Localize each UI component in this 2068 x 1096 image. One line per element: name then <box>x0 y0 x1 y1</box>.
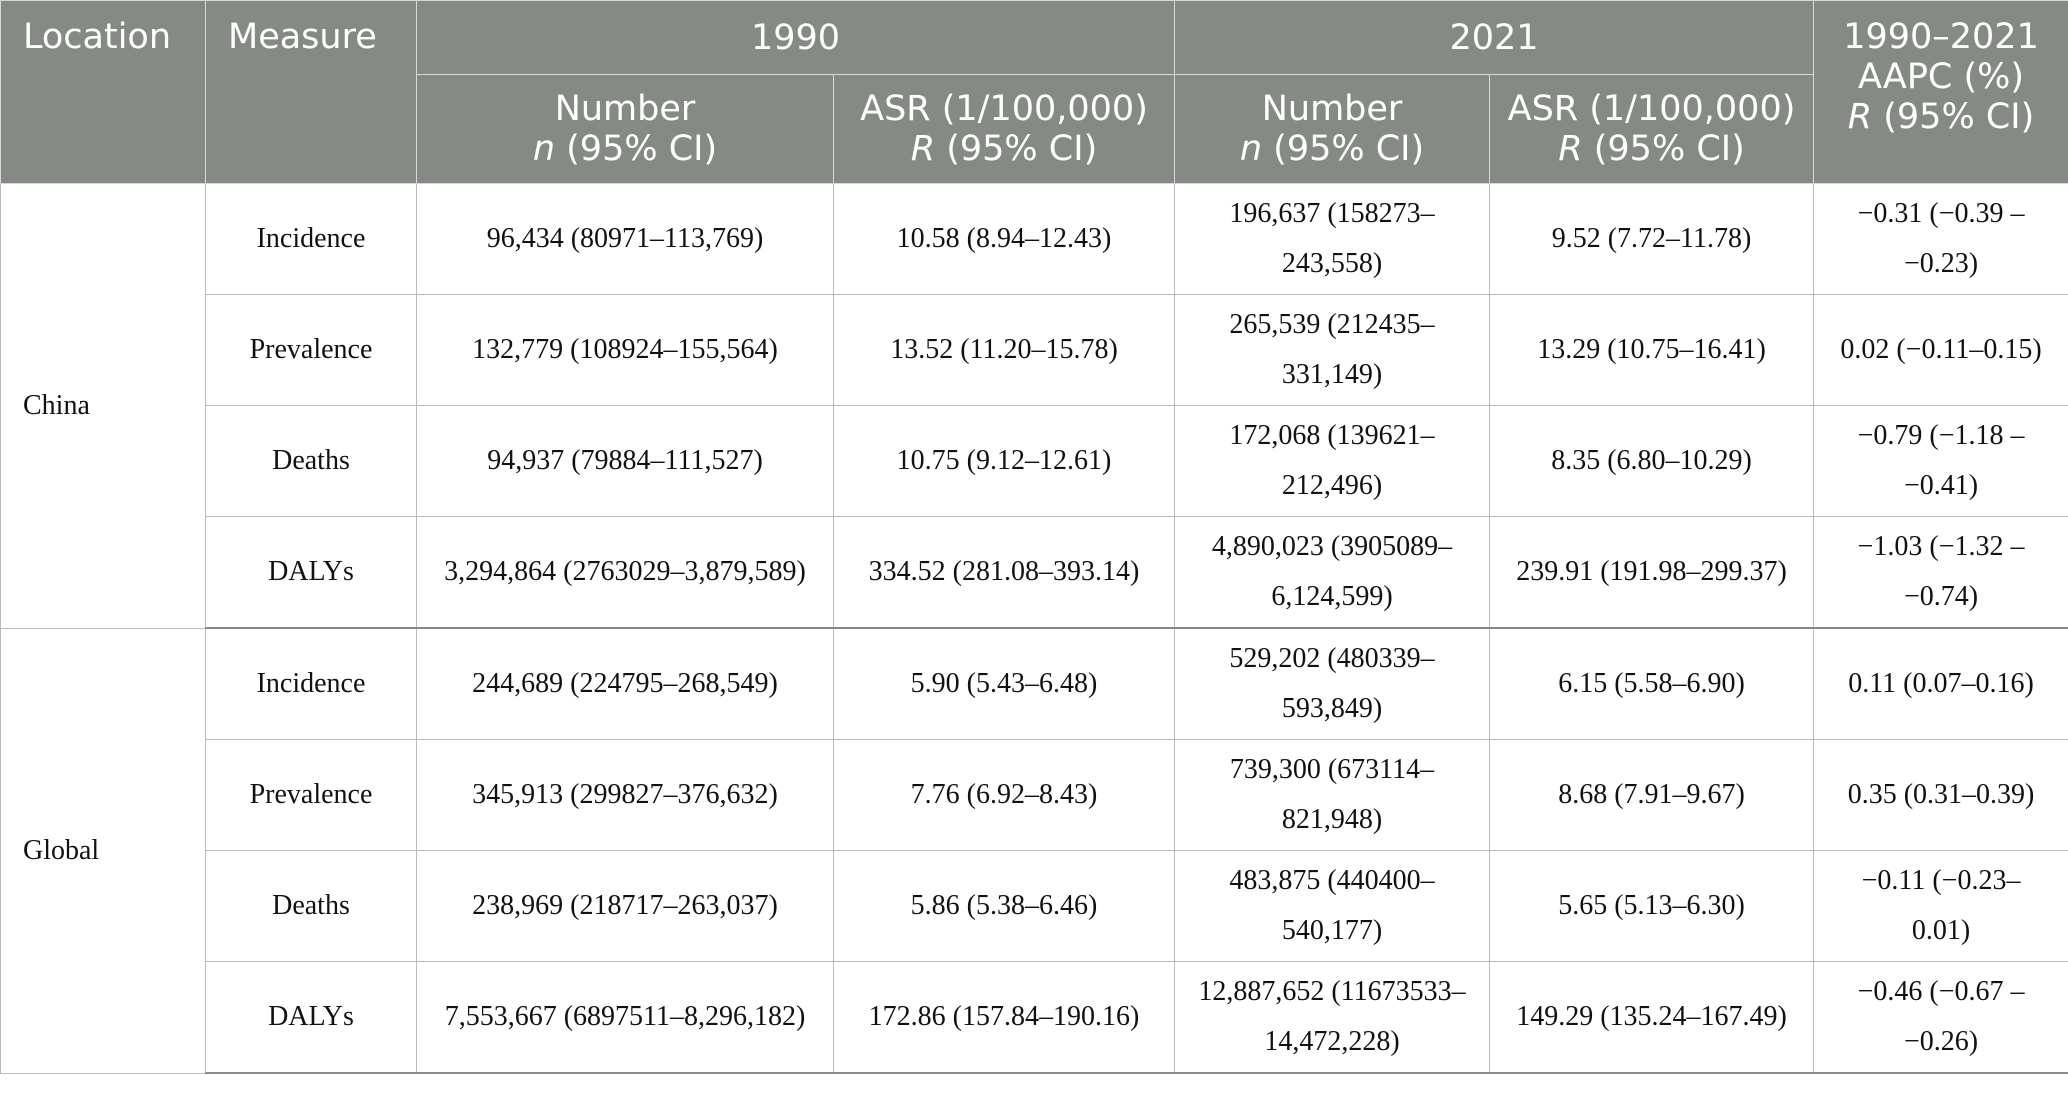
asr-1990-cell: 13.52 (11.20–15.78) <box>834 295 1175 406</box>
number-2021-cell <box>1175 628 1490 740</box>
measure-cell: DALYs <box>206 517 417 629</box>
number-1990-cell: 238,969 (218717–263,037) <box>417 851 834 962</box>
number-2021-cell <box>1175 184 1490 295</box>
number-2021-line: 212,496) <box>1281 470 1383 501</box>
header-asr-r: R <box>910 129 936 169</box>
number-1990-cell: 96,434 (80971–113,769) <box>417 184 834 295</box>
header-year-1990: 1990 <box>417 1 1175 75</box>
number-2021-cell <box>1175 851 1490 962</box>
header-number-ci: (95% CI) <box>555 129 718 169</box>
number-1990-cell: 244,689 (224795–268,549) <box>417 628 834 740</box>
header-measure: Measure <box>206 1 417 184</box>
table-row <box>1 851 2068 962</box>
aapc-line: −0.26) <box>1903 1026 1979 1057</box>
number-1990-cell: 94,937 (79884–111,527) <box>417 406 834 517</box>
aapc-cell: 0.02 (−0.11–0.15) <box>1814 295 2068 406</box>
table-row <box>1 517 2068 629</box>
measure-cell: Prevalence <box>206 740 417 851</box>
asr-2021-cell: 8.35 (6.80–10.29) <box>1490 406 1814 517</box>
header-asr-ci: (95% CI) <box>1582 129 1745 169</box>
number-2021-line: 6,124,599) <box>1271 581 1393 612</box>
aapc-line: 0.01) <box>1911 915 1971 946</box>
measure-cell: DALYs <box>206 962 417 1074</box>
number-2021-cell <box>1175 740 1490 851</box>
header-2021-number <box>1175 75 1490 184</box>
number-1990-cell: 345,913 (299827–376,632) <box>417 740 834 851</box>
header-2021-asr <box>1490 75 1814 184</box>
number-2021-line: 265,539 (212435– <box>1229 309 1435 340</box>
number-2021-line: 14,472,228) <box>1264 1026 1400 1057</box>
table-row <box>1 406 2068 517</box>
aapc-cell: 0.35 (0.31–0.39) <box>1814 740 2068 851</box>
number-2021-line: 593,849) <box>1281 693 1383 724</box>
number-2021-cell <box>1175 962 1490 1074</box>
measure-cell: Deaths <box>206 851 417 962</box>
number-2021-line: 540,177) <box>1281 915 1383 946</box>
measure-cell: Prevalence <box>206 295 417 406</box>
number-2021-line: 739,300 (673114– <box>1229 754 1435 785</box>
measure-cell: Incidence <box>206 184 417 295</box>
header-number-label: Number <box>554 89 696 129</box>
asr-1990-cell: 172.86 (157.84–190.16) <box>834 962 1175 1074</box>
header-number-n: n <box>532 129 556 169</box>
aapc-line: −0.79 (−1.18 – <box>1857 420 2025 451</box>
header-asr-label: ASR (1/100,000) <box>1507 89 1796 129</box>
measure-cell: Deaths <box>206 406 417 517</box>
number-2021-line: 172,068 (139621– <box>1229 420 1435 451</box>
asr-2021-cell: 149.29 (135.24–167.49) <box>1490 962 1814 1074</box>
asr-1990-cell: 10.75 (9.12–12.61) <box>834 406 1175 517</box>
aapc-cell <box>1814 517 2068 629</box>
header-number-n: n <box>1239 129 1263 169</box>
asr-2021-cell: 5.65 (5.13–6.30) <box>1490 851 1814 962</box>
table-row <box>1 184 2068 295</box>
header-aapc <box>1814 1 2068 184</box>
number-2021-cell <box>1175 517 1490 629</box>
aapc-line: −0.23) <box>1903 248 1979 279</box>
asr-1990-cell: 5.86 (5.38–6.46) <box>834 851 1175 962</box>
number-2021-line: 483,875 (440400– <box>1229 865 1435 896</box>
header-aapc-ci: (95% CI) <box>1872 97 2035 137</box>
number-2021-line: 4,890,023 (3905089– <box>1211 531 1453 562</box>
header-aapc-r: R <box>1847 97 1873 137</box>
aapc-cell <box>1814 406 2068 517</box>
number-1990-cell: 7,553,667 (6897511–8,296,182) <box>417 962 834 1074</box>
location-cell: China <box>1 184 206 629</box>
aapc-line: −0.31 (−0.39 – <box>1857 198 2025 229</box>
aapc-line: −0.11 (−0.23– <box>1861 865 2021 896</box>
table-row <box>1 628 2068 740</box>
asr-2021-cell: 8.68 (7.91–9.67) <box>1490 740 1814 851</box>
number-2021-line: 196,637 (158273– <box>1229 198 1435 229</box>
aapc-cell: 0.11 (0.07–0.16) <box>1814 628 2068 740</box>
header-asr-r: R <box>1558 129 1583 169</box>
asr-2021-cell: 9.52 (7.72–11.78) <box>1490 184 1814 295</box>
asr-2021-cell: 6.15 (5.58–6.90) <box>1490 628 1814 740</box>
number-2021-cell <box>1175 406 1490 517</box>
aapc-line: −0.46 (−0.67 – <box>1857 976 2025 1007</box>
aapc-line: −1.03 (−1.32 – <box>1857 531 2025 562</box>
asr-1990-cell: 334.52 (281.08–393.14) <box>834 517 1175 629</box>
header-year-2021: 2021 <box>1175 1 1814 75</box>
asr-1990-cell: 10.58 (8.94–12.43) <box>834 184 1175 295</box>
number-1990-cell: 3,294,864 (2763029–3,879,589) <box>417 517 834 629</box>
aapc-cell <box>1814 962 2068 1074</box>
table-row <box>1 740 2068 851</box>
header-asr-ci: (95% CI) <box>935 129 1098 169</box>
asr-2021-cell: 13.29 (10.75–16.41) <box>1490 295 1814 406</box>
table-row <box>1 962 2068 1074</box>
number-2021-line: 529,202 (480339– <box>1229 643 1435 674</box>
table-body <box>1 184 2068 1074</box>
header-location: Location <box>1 1 206 184</box>
asr-1990-cell: 5.90 (5.43–6.48) <box>834 628 1175 740</box>
measure-cell: Incidence <box>206 628 417 740</box>
location-cell: Global <box>1 628 206 1073</box>
header-asr-label: ASR (1/100,000) <box>860 89 1148 129</box>
aapc-cell <box>1814 851 2068 962</box>
aapc-line: −0.41) <box>1903 470 1979 501</box>
header-number-label: Number <box>1261 89 1403 129</box>
aapc-line: −0.74) <box>1903 581 1979 612</box>
number-2021-line: 331,149) <box>1281 359 1383 390</box>
number-2021-line: 821,948) <box>1281 804 1383 835</box>
number-2021-line: 243,558) <box>1281 248 1383 279</box>
header-aapc-years: 1990–2021 <box>1843 17 2039 57</box>
number-2021-line: 12,887,652 (11673533– <box>1198 976 1466 1007</box>
header-number-ci: (95% CI) <box>1262 129 1425 169</box>
asr-1990-cell: 7.76 (6.92–8.43) <box>834 740 1175 851</box>
number-2021-cell <box>1175 295 1490 406</box>
header-1990-number <box>417 75 834 184</box>
header-aapc-label: AAPC (%) <box>1857 57 2025 97</box>
asr-2021-cell: 239.91 (191.98–299.37) <box>1490 517 1814 629</box>
table-header <box>1 1 2068 184</box>
number-1990-cell: 132,779 (108924–155,564) <box>417 295 834 406</box>
aapc-cell <box>1814 184 2068 295</box>
table-row <box>1 295 2068 406</box>
header-1990-asr <box>834 75 1175 184</box>
